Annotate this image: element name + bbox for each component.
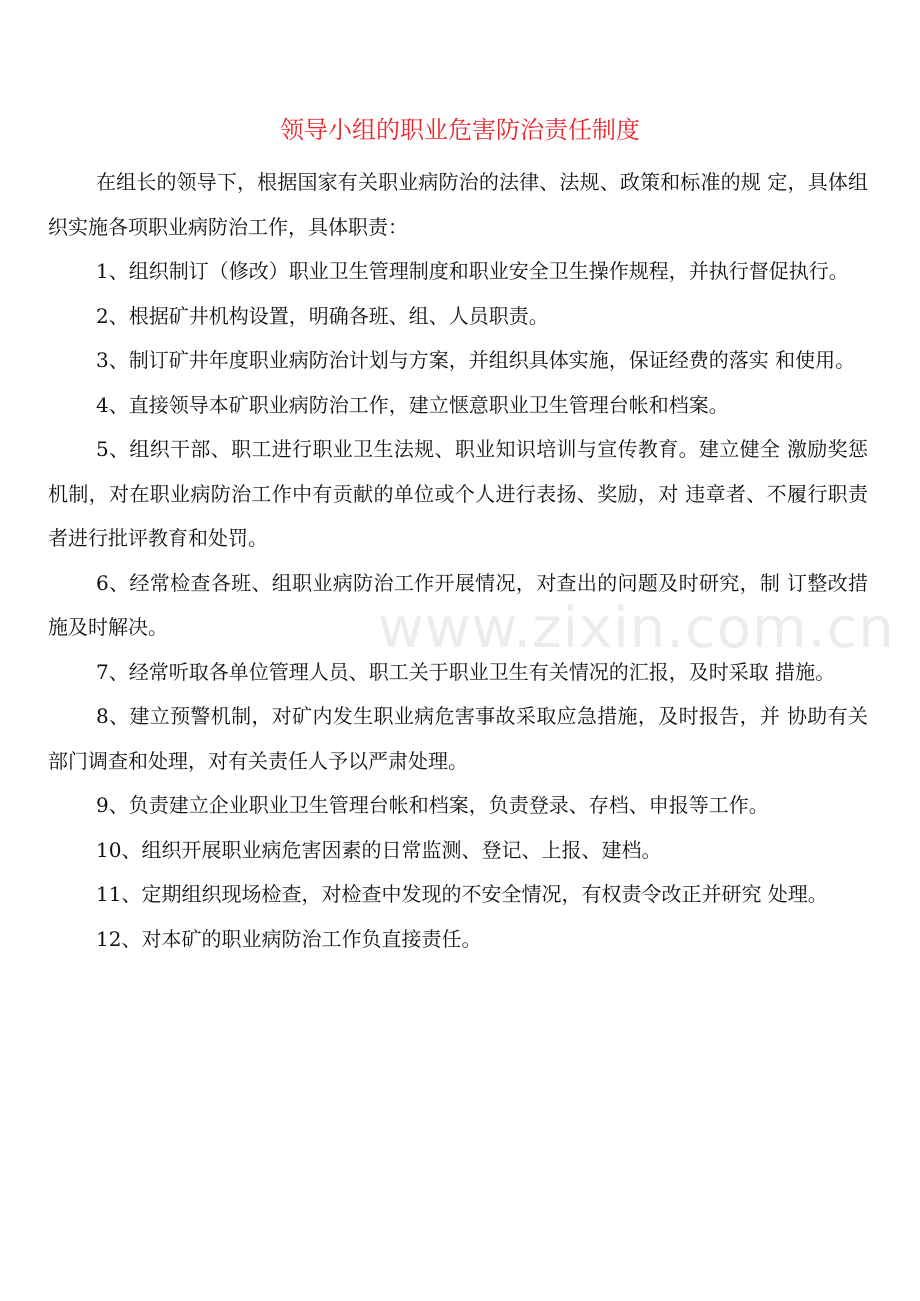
duty-item-10: 10、组织开展职业病危害因素的日常监测、登记、上报、建档。 [96,837,662,862]
document-title: 领导小组的职业危害防治责任制度 [280,116,640,144]
duty-item-7: 7、经常听取各单位管理人员、职工关于职业卫生有关情况的汇报，及时采取 措施。 [96,659,836,684]
duty-item-5: 5、组织干部、职工进行职业卫生法规、职业知识培训与宣传教育。建立健全 激励奖惩机制，对在职业病防治工作中有贡献的单位或个人进行表扬、奖励，对 违章者、不履行职责者进行批评教育和处罚。 [48,437,868,550]
duty-item-3: 3、制订矿井年度职业病防治计划与方案，并组织具体实施，保证经费的落实 和使用。 [96,348,856,372]
duty-item-12: 12、对本矿的职业病防治工作负直接责任。 [96,926,482,951]
intro-paragraph: 在组长的领导下，根据国家有关职业病防治的法律、法规、政策和标准的规 定，具体组织实施各项职业病防治工作，具体职责： [48,170,868,239]
duty-item-2: 2、根据矿井机构设置，明确各班、组、人员职责。 [96,303,549,328]
duty-item-4: 4、直接领导本矿职业病防治工作，建立惬意职业卫生管理台帐和档案。 [96,392,729,417]
duty-item-11: 11、定期组织现场检查，对检查中发现的不安全情况，有权责令改正并研究 处理。 [96,882,828,906]
duty-item-1: 1、组织制订（修改）职业卫生管理制度和职业安全卫生操作规程，并执行督促执行。 [96,259,849,283]
duty-item-8: 8、建立预警机制，对矿内发生职业病危害事故采取应急措施，及时报告，并 协助有关部门调查和处理，对有关责任人予以严肃处理。 [48,704,868,773]
duty-item-6: 6、经常检查各班、组职业病防治工作开展情况，对查出的问题及时研究，制 订整改措施及时解决。 [48,570,868,639]
watermark: www.zixin.com.cn [378,596,895,661]
duty-item-9: 9、负责建立企业职业卫生管理台帐和档案，负责登录、存档、申报等工作。 [96,793,769,817]
document-body [48,160,868,961]
